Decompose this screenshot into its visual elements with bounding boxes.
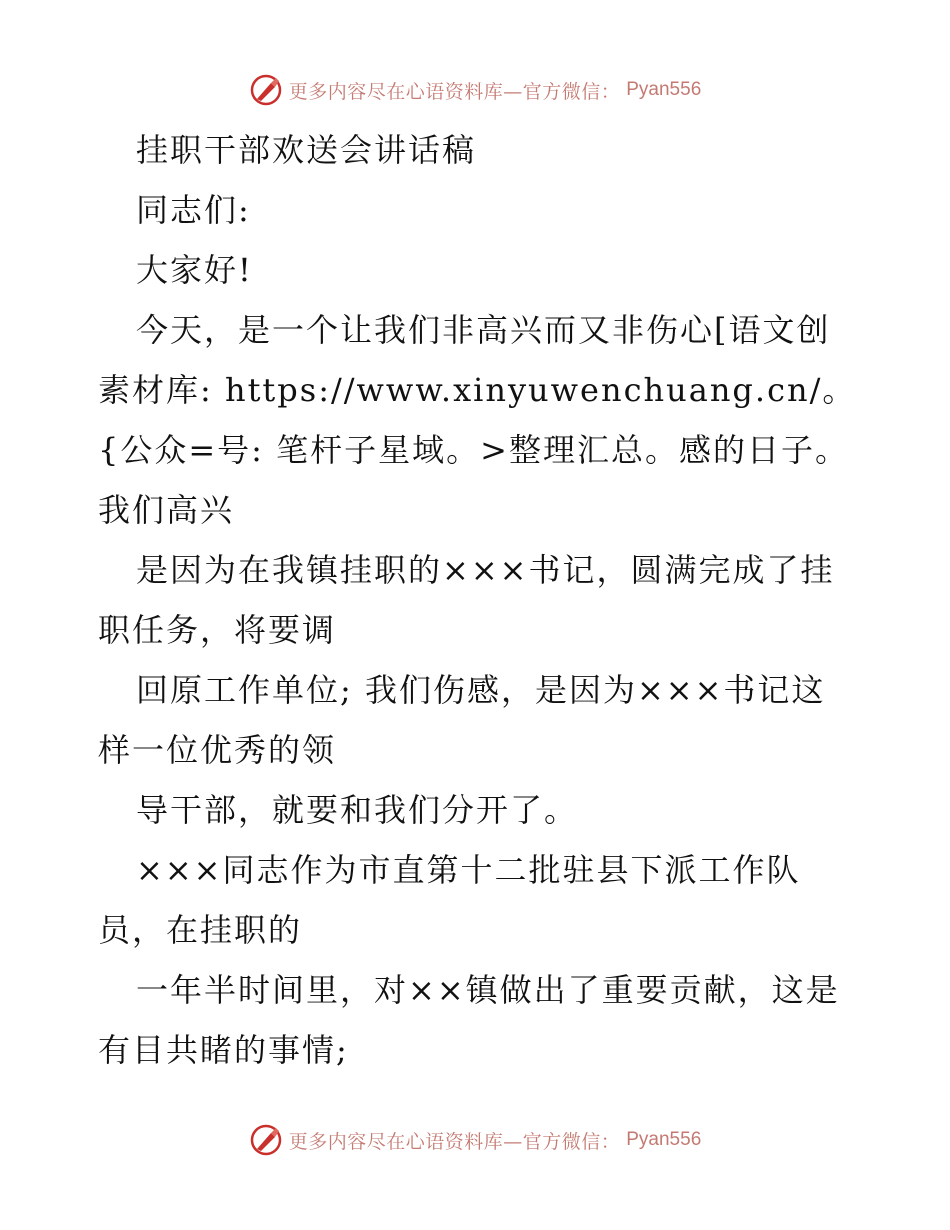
greeting: 大家好!: [136, 251, 253, 289]
document-title: 挂职干部欢送会讲话稿: [136, 131, 477, 169]
footer-watermark: [0, 1120, 950, 1160]
paragraph: 是因为在我镇挂职的×××书记，圆满完成了挂职任务，将要调: [98, 551, 835, 649]
document-body: [98, 120, 858, 1080]
pen-logo-icon: [249, 73, 283, 107]
pen-logo-icon: [249, 1123, 283, 1157]
watermark-text: 更多内容尽在心语资料库—官方微信：: [288, 1130, 621, 1153]
paragraph: 今天，是一个让我们非高兴而又非伤心[语文创素材库: https://www.xinyuwenchuang.cn/。{公众=号: 笔杆子星域。>整理汇总。感的日子。我们高兴: [98, 311, 857, 529]
paragraph: 导干部，就要和我们分开了。: [136, 791, 579, 829]
watermark-id: Pyan556: [626, 1129, 702, 1150]
paragraph: ×××同志作为市直第十二批驻县下派工作队员，在挂职的: [98, 851, 801, 949]
paragraph: 回原工作单位; 我们伤感，是因为×××书记这样一位优秀的领: [98, 671, 826, 769]
salutation: 同志们:: [136, 191, 251, 229]
watermark-id: Pyan556: [626, 79, 702, 100]
paragraph: 一年半时间里，对××镇做出了重要贡献，这是有目共睹的事情;: [98, 971, 840, 1069]
watermark-text: 更多内容尽在心语资料库—官方微信：: [288, 80, 621, 103]
header-watermark: [0, 70, 950, 110]
